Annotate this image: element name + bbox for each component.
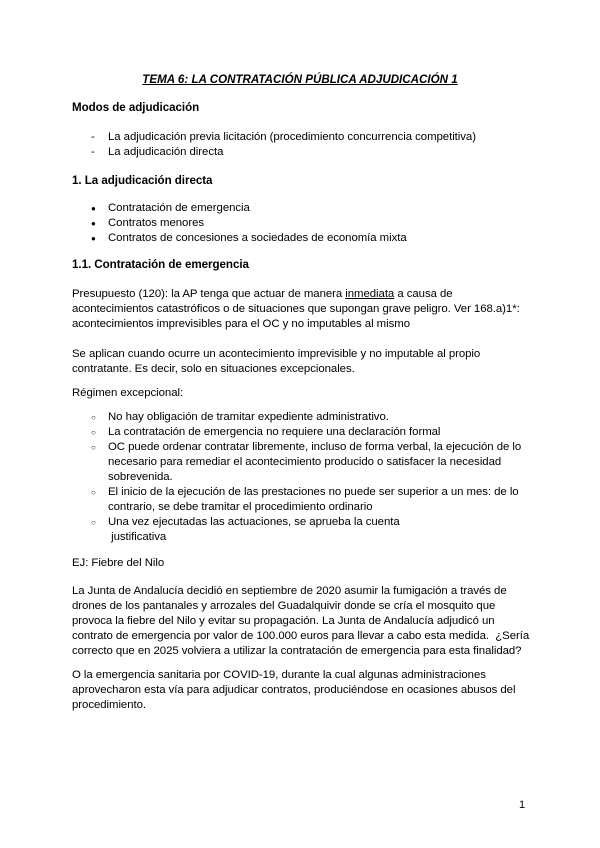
list-item: La adjudicación previa licitación (procedimiento concurrencia competitiva) xyxy=(108,131,476,143)
dash-bullet: - xyxy=(91,146,95,158)
disc-bullet: ● xyxy=(91,204,96,213)
text: a causa de xyxy=(394,288,453,300)
circle-bullet: ○ xyxy=(91,443,96,452)
circle-bullet: ○ xyxy=(91,488,96,497)
list-item: No hay obligación de tramitar expediente administrativo. xyxy=(108,411,389,423)
heading-section-1: 1. La adjudicación directa xyxy=(72,174,213,187)
dash-bullet: - xyxy=(91,131,95,143)
paragraph-line: Se aplican cuando ocurre un acontecimiento imprevisible y no imputable al propio xyxy=(72,348,481,360)
list-item-continuation: justificativa xyxy=(108,531,167,543)
document-title: TEMA 6: LA CONTRATACIÓN PÚBLICA ADJUDICACIÓN 1 xyxy=(142,73,458,86)
paragraph-line: O la emergencia sanitaria por COVID-19, durante la cual algunas administraciones xyxy=(72,669,486,681)
list-item-continuation: contrario, se debe tramitar el procedimiento ordinario xyxy=(108,501,373,513)
list-item: OC puede ordenar contratar libremente, incluso de forma verbal, la ejecución de lo xyxy=(108,441,522,453)
regimen-label: Régimen excepcional: xyxy=(72,387,184,399)
paragraph-line: correcto que en 2025 volviera a utilizar la contratación de emergencia para esta finalidad? xyxy=(72,645,522,657)
paragraph-line: contrato de emergencia por valor de 100.000 euros para llevar a cabo esta medida. ¿Sería xyxy=(72,630,530,642)
heading-modos: Modos de adjudicación xyxy=(72,101,200,114)
paragraph-line: acontecimientos catastróficos o de situaciones que supongan grave peligro. Ver 168.a)1*: xyxy=(72,303,520,315)
list-item: Una vez ejecutadas las actuaciones, se aprueba la cuenta xyxy=(108,516,400,528)
list-item: Contratos menores xyxy=(108,217,205,229)
disc-bullet: ● xyxy=(91,234,96,243)
paragraph-line: procedimiento. xyxy=(72,699,147,711)
circle-bullet: ○ xyxy=(91,428,96,437)
list-item: Contratación de emergencia xyxy=(108,202,250,214)
text: Presupuesto (120): la AP tenga que actuar de manera xyxy=(72,288,346,300)
paragraph-line: provoca la fiebre del Nilo y evitar su propagación. La Junta de Andalucía adjudicó un xyxy=(72,615,495,627)
list-item: El inicio de la ejecución de las prestaciones no puede ser superior a un mes: de lo xyxy=(108,486,519,498)
heading-section-1-1: 1.1. Contratación de emergencia xyxy=(72,258,249,271)
circle-bullet: ○ xyxy=(91,413,96,422)
paragraph-line: acontecimientos imprevisibles para el OC y no imputables al mismo xyxy=(72,318,410,330)
paragraph-line: drones de los pantanales y arrozales del Guadalquivir donde se cría el mosquito que xyxy=(72,600,496,612)
list-item: Contratos de concesiones a sociedades de economía mixta xyxy=(108,232,407,244)
page-number: 1 xyxy=(519,799,526,811)
underlined-text: inmediata xyxy=(345,288,395,300)
list-item-continuation: sobrevenida. xyxy=(108,471,173,483)
example-label: EJ: Fiebre del Nilo xyxy=(72,557,165,569)
list-item: La contratación de emergencia no requiere una declaración formal xyxy=(108,426,441,438)
paragraph-line: La Junta de Andalucía decidió en septiembre de 2020 asumir la fumigación a través de xyxy=(72,585,507,597)
list-item-continuation: necesario para remediar el acontecimiento producido o satisfacer la necesidad xyxy=(108,456,502,468)
paragraph-line xyxy=(72,287,453,301)
circle-bullet: ○ xyxy=(91,518,96,527)
list-item: La adjudicación directa xyxy=(108,146,224,158)
disc-bullet: ● xyxy=(91,219,96,228)
paragraph-line: contratante. Es decir, solo en situaciones excepcionales. xyxy=(72,363,355,375)
paragraph-line: aprovecharon esta vía para adjudicar contratos, produciéndose en ocasiones abusos del xyxy=(72,684,516,696)
